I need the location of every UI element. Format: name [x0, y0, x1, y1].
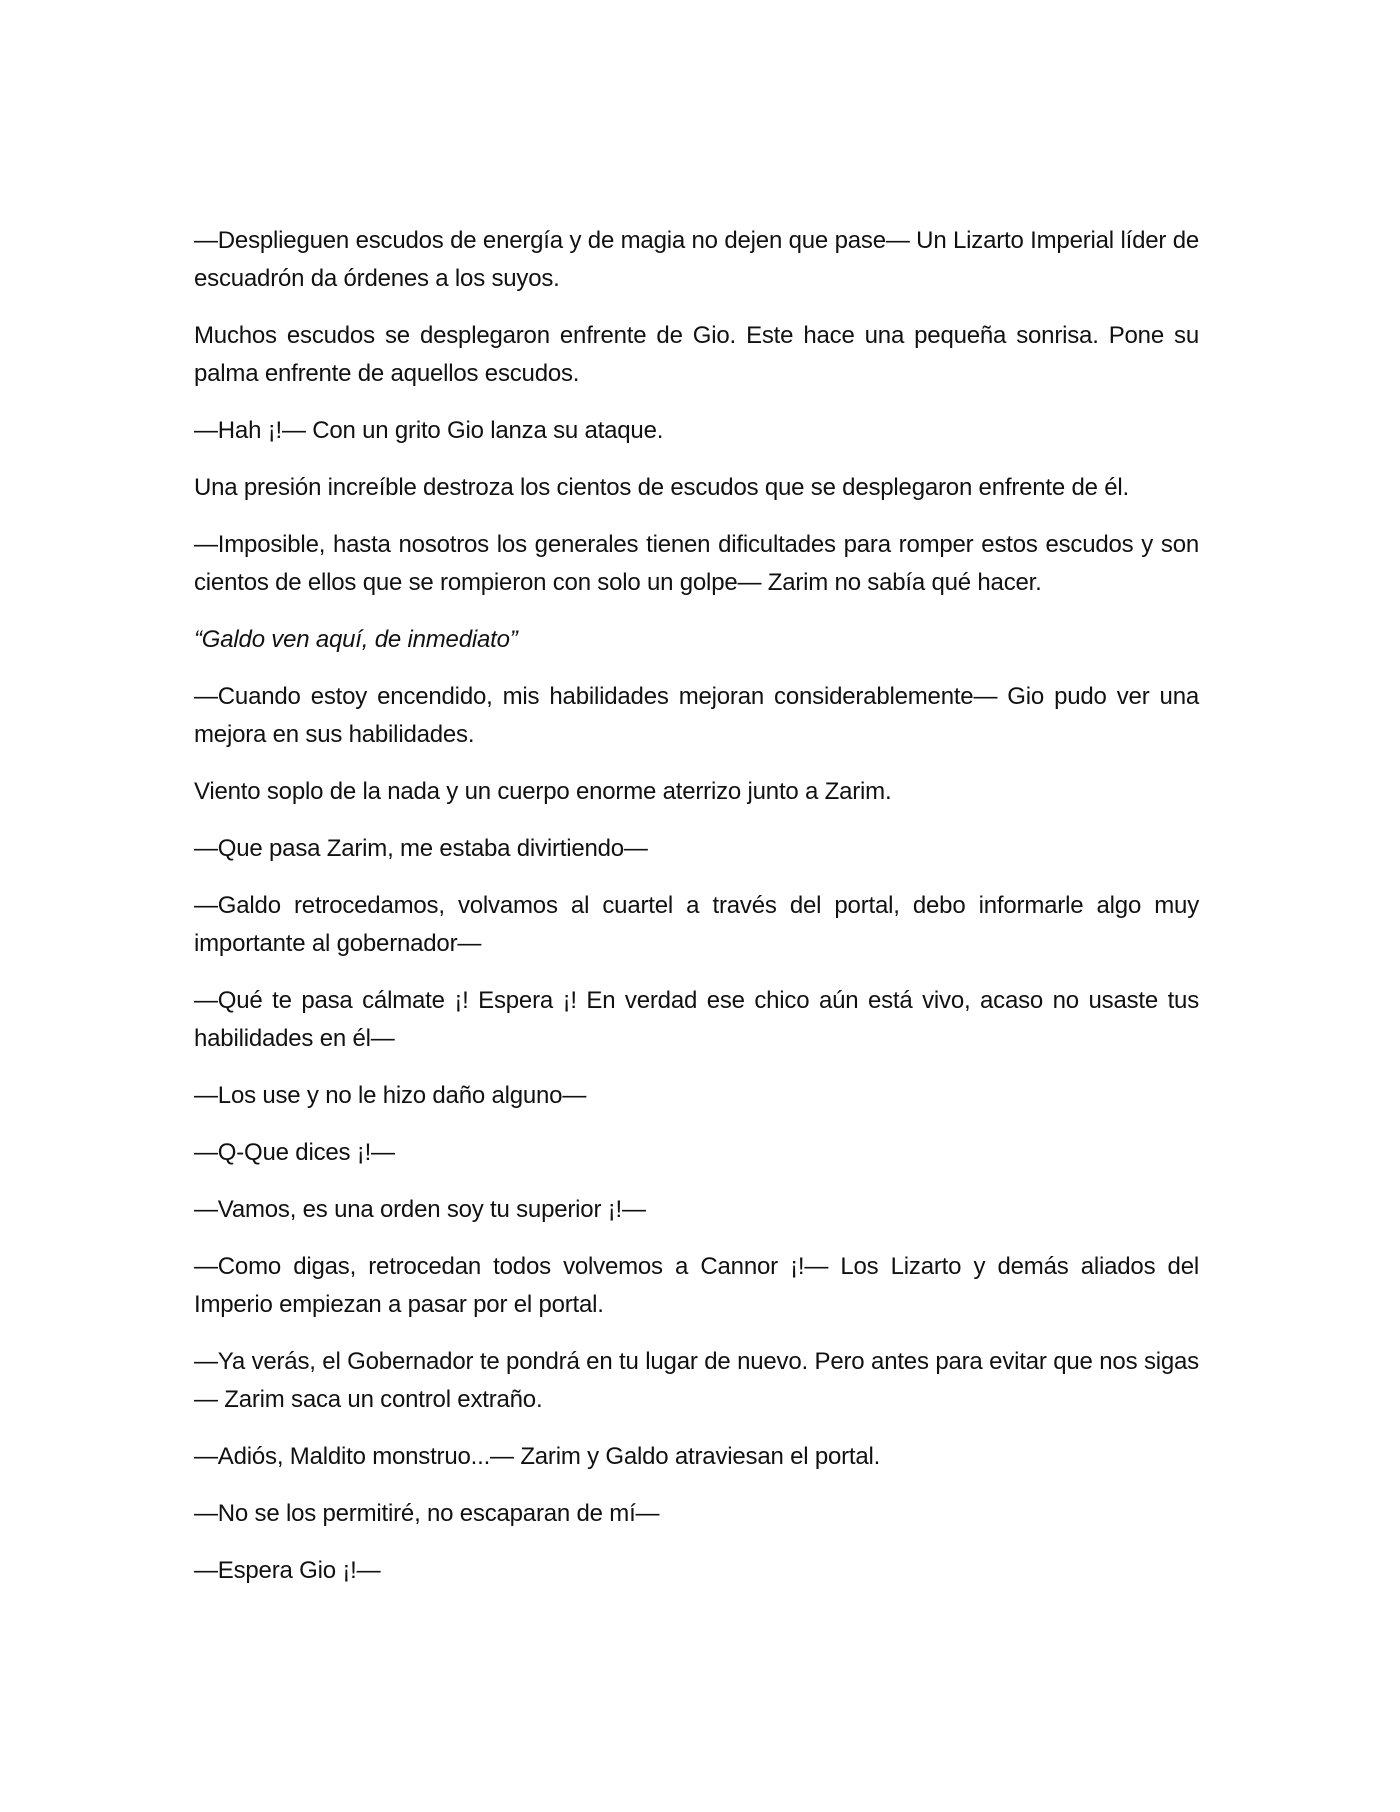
paragraph: Una presión increíble destroza los cientos de escudos que se desplegaron enfrente de él.	[194, 474, 1130, 501]
document-body	[194, 222, 1199, 1609]
paragraph: Viento soplo de la nada y un cuerpo enorme aterrizo junto a Zarim.	[194, 778, 892, 805]
paragraph: —Q-Que dices ¡!—	[194, 1139, 395, 1166]
italic-paragraph: “Galdo ven aquí, de inmediato”	[194, 626, 518, 653]
paragraph: —Desplieguen escudos de energía y de magia no dejen que pase— Un Lizarto Imperial líder de escuadrón da órdenes a los suyos.	[194, 227, 1199, 292]
paragraph: —Que pasa Zarim, me estaba divirtiendo—	[194, 835, 648, 862]
paragraph: Muchos escudos se desplegaron enfrente de Gio. Este hace una pequeña sonrisa. Pone su palma enfrente de aquellos escudos.	[194, 322, 1199, 387]
paragraph: —Galdo retrocedamos, volvamos al cuartel a través del portal, debo informarle algo muy importante al gobernador—	[194, 892, 1199, 957]
paragraph: —Ya verás, el Gobernador te pondrá en tu lugar de nuevo. Pero antes para evitar que nos sigas— Zarim saca un control extraño.	[194, 1348, 1199, 1413]
paragraph: —Los use y no le hizo daño alguno—	[194, 1082, 587, 1109]
paragraph: —Vamos, es una orden soy tu superior ¡!—	[194, 1196, 646, 1223]
paragraph: —Hah ¡!— Con un grito Gio lanza su ataque.	[194, 417, 664, 444]
paragraph: —Espera Gio ¡!—	[194, 1557, 381, 1584]
paragraph: —Qué te pasa cálmate ¡! Espera ¡! En verdad ese chico aún está vivo, acaso no usaste tus habilidades en él—	[194, 987, 1199, 1052]
paragraph: —Imposible, hasta nosotros los generales tienen dificultades para romper estos escudos y son cientos de ellos que se rompieron con solo un golpe— Zarim no sabía qué hacer.	[194, 531, 1199, 596]
paragraph: —Cuando estoy encendido, mis habilidades mejoran considerablemente— Gio pudo ver una mejora en sus habilidades.	[194, 683, 1199, 748]
paragraph: —No se los permitiré, no escaparan de mí—	[194, 1500, 660, 1527]
paragraph: —Adiós, Maldito monstruo...— Zarim y Galdo atraviesan el portal.	[194, 1443, 881, 1470]
paragraph: —Como digas, retrocedan todos volvemos a Cannor ¡!— Los Lizarto y demás aliados del Imperio empiezan a pasar por el portal.	[194, 1253, 1199, 1318]
